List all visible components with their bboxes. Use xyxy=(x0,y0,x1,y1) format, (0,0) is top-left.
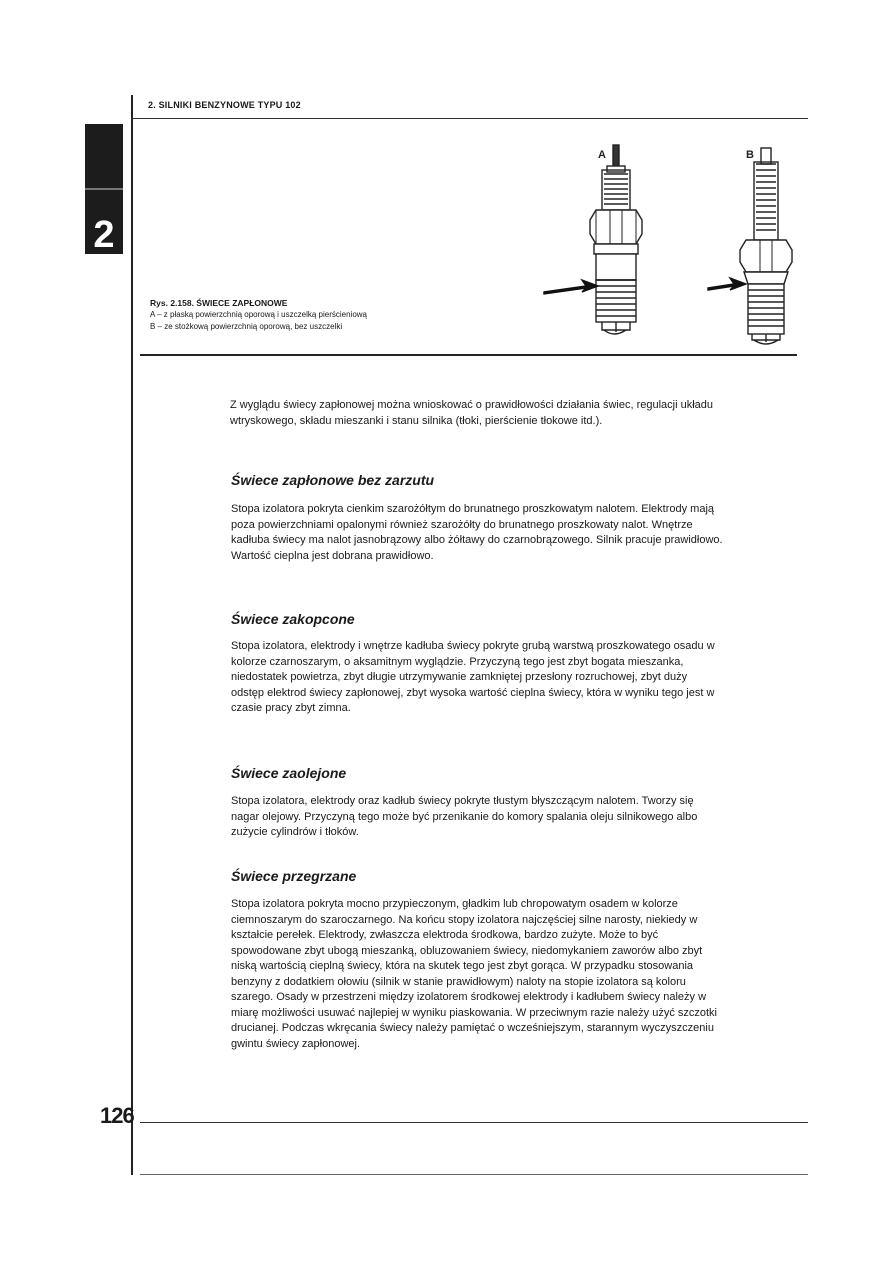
section-text-zakopcone: Stopa izolatora, elektrody i wnętrze kadłuba świecy pokryte grubą warstwą proszkowatego osadu w kolorze czarnoszarym, o aksamitnym wyglądzie. Przyczyną tego jest zbyt bogata mieszanka, niedostatek powietrza, zbyt długie utrzymywanie zamkniętej przesłony rozruchowej, zbyt duży odstęp elektrod świecy zapłonowej, zbyt wysoka wartość cieplna świecy, która w wyniku tego jest w czasie pracy zbyt zimna. xyxy=(231,640,715,714)
section-heading-przegrzane: Świece przegrzane xyxy=(231,868,357,884)
spark-plug-figure xyxy=(530,140,800,355)
spark-plug-b-illustration xyxy=(708,148,792,344)
intro-paragraph: Z wyglądu świecy zapłonowej można wnioskować o prawidłowości działania świec, regulacji układu wtryskowego, składu mieszanki i stanu silnika (tłoki, pierścienie tłokowe itd.). xyxy=(230,399,714,427)
section-heading-zaolejone: Świece zaolejone xyxy=(231,765,347,781)
margin-vertical-rule xyxy=(131,95,133,1175)
section-heading-zakopcone: Świece zakopcone xyxy=(231,611,355,627)
section-heading-bez-zarzutu: Świece zapłonowe bez zarzutu xyxy=(231,472,435,488)
chapter-number: 2 xyxy=(93,214,115,256)
running-header: 2. SILNIKI BENZYNOWE TYPU 102 xyxy=(148,100,301,110)
section-text-zaolejone: Stopa izolatora, elektrody oraz kadłub świecy pokryte tłustym błyszczącym nalotem. Tworzy się nagar olejowy. Przyczyną tego może być przenikanie do komory spalania oleju silnikowego albo zużycie cylindrów i tłoków. xyxy=(231,795,698,838)
figure-rule xyxy=(140,354,797,356)
footer-rule-lower xyxy=(140,1174,808,1175)
figure-caption-a: A – z płaską powierzchnią oporową i uszczelką pierścieniową xyxy=(150,310,367,319)
footer-rule xyxy=(140,1122,808,1123)
page-number: 126 xyxy=(100,1103,134,1128)
figure-caption-b: B – ze stożkową powierzchnią oporową, bez uszczelki xyxy=(150,322,343,331)
spark-plug-a-illustration xyxy=(544,145,642,334)
section-text-przegrzane: Stopa izolatora pokryta mocno przypieczonym, gładkim lub chropowatym osadem w kolorze ciemnoszarym do szaroczarnego. Na końcu stopy izolatora najczęściej silne narosty, niekiedy w kształcie perełek. Elektrody, zwłaszcza elektroda środkowa, bardzo zużyte. Może to być spowodowane zbyt ubogą mieszanką, obluzowaniem świecy, niedomykaniem zaworów albo zbyt niską wartością cieplną świecy, która na skutek tego jest zbyt gorąca. W przypadku stosowania benzyny z dodatkiem ołowiu (silnik w stanie prawidłowym) naloty na stopie izolatora są koloru szarego. Osady w przestrzeni między izolatorem środkowej elektrody i kadłubem świecy należy w miarę możliwości usuwać najlepiej w wyniku piaskowania. W przeciwnym razie należy użyć szczotki drucianej. Podczas wkręcania świecy należy pamiętać o wcześniejszym, starannym wyczyszczeniu gwintu świecy zapłonowej. xyxy=(231,898,717,1050)
chapter-tab xyxy=(85,124,123,254)
figure-caption-title: Rys. 2.158. ŚWIECE ZAPŁONOWE xyxy=(150,298,288,308)
section-text-bez-zarzutu: Stopa izolatora pokryta cienkim szarożółtym do brunatnego proszkowatym nalotem. Elektrody mają poza powierzchniami opalonymi również szarożółty do brunatnego proszkowaty nalot. Wnętrze kadłuba świecy ma nalot jasnobrązowy albo żółtawy do czarnobrązowego. Silnik pracuje prawidłowo. Wartość cieplna jest dobrana prawidłowo. xyxy=(231,503,723,562)
chapter-tab-stripe xyxy=(85,188,123,190)
header-rule xyxy=(131,118,808,119)
figure-caption xyxy=(150,297,367,333)
plug-a-label: A xyxy=(598,149,606,161)
plug-b-label: B xyxy=(746,149,754,161)
